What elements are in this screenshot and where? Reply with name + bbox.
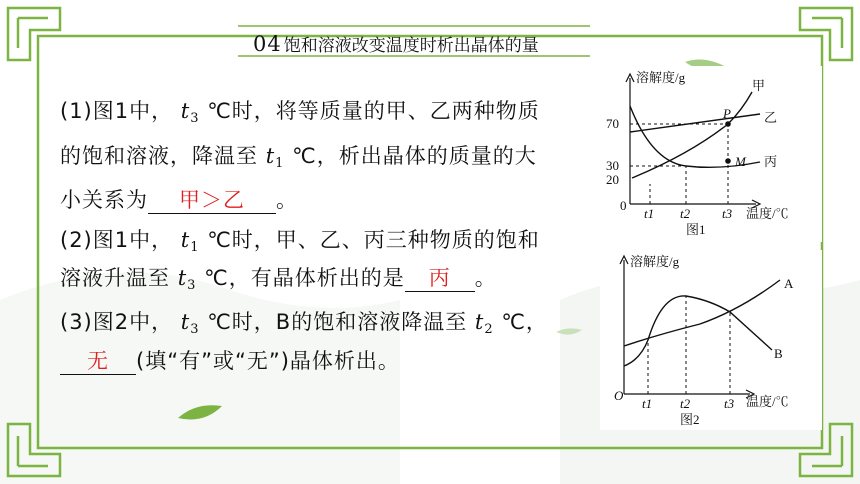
t3-symbol bbox=[180, 310, 200, 337]
fig1-label-jia: 甲 bbox=[752, 78, 766, 93]
t-letter: t bbox=[474, 310, 485, 334]
q1-answer-blank[interactable] bbox=[148, 189, 276, 214]
q1-line2 bbox=[60, 140, 537, 171]
fig2-label-a: A bbox=[784, 276, 794, 291]
fig1-point-m bbox=[725, 158, 731, 164]
q2-text-c: 溶液升温至 bbox=[60, 266, 170, 290]
q2-line2 bbox=[60, 262, 497, 293]
t-letter: t bbox=[177, 266, 188, 290]
section-title bbox=[253, 31, 539, 56]
t2-symbol bbox=[474, 310, 494, 337]
fig1-ylabel: 溶解度/g bbox=[636, 70, 686, 85]
fig2-xtick-t2: t2 bbox=[680, 396, 691, 411]
q3-line1 bbox=[60, 306, 548, 337]
fig2-origin: O bbox=[614, 388, 624, 403]
t-letter: t bbox=[180, 228, 191, 252]
q3-text-c: ℃， bbox=[501, 310, 548, 334]
fig1-label-m: M bbox=[735, 154, 746, 169]
t1-symbol bbox=[180, 228, 200, 255]
q2-text-d: ℃，有晶体析出的是 bbox=[204, 266, 405, 290]
fig2-ylabel: 溶解度/g bbox=[630, 254, 680, 269]
fig1-origin: 0 bbox=[620, 198, 627, 213]
section-title-text: 饱和溶液改变温度时析出晶体的量 bbox=[283, 36, 539, 56]
t-sub: 1 bbox=[275, 156, 285, 171]
q2-answer-blank[interactable] bbox=[405, 267, 475, 292]
q1-text-a: (1)图1中， bbox=[60, 99, 174, 123]
fig1-point-p bbox=[725, 121, 731, 127]
t-letter: t bbox=[180, 310, 191, 334]
t3-symbol bbox=[180, 99, 200, 126]
t-sub: 1 bbox=[190, 240, 200, 255]
q3-answer-blank[interactable] bbox=[60, 350, 136, 375]
fig2-label-b: B bbox=[774, 346, 783, 361]
fig1-label-bing: 丙 bbox=[764, 154, 778, 169]
q3-text-d: (填“有”或“无”)晶体析出。 bbox=[136, 349, 400, 373]
q3-line2 bbox=[60, 345, 400, 375]
q2-text-a: (2)图1中， bbox=[60, 228, 174, 252]
fig2-xtick-t3: t3 bbox=[724, 396, 735, 411]
t1-symbol bbox=[265, 144, 285, 171]
figure2-chart bbox=[600, 250, 822, 430]
fig1-xlabel: 温度/℃ bbox=[746, 206, 789, 221]
t-sub: 3 bbox=[187, 278, 197, 293]
section-number: 04 bbox=[253, 32, 282, 56]
q1-answer: 甲＞乙 bbox=[179, 188, 245, 212]
fig2-xtick-t1: t1 bbox=[642, 396, 653, 411]
q2-answer: 丙 bbox=[428, 266, 451, 290]
t-letter: t bbox=[265, 144, 276, 168]
q1-line3 bbox=[60, 184, 298, 214]
fig1-xtick-t2: t2 bbox=[680, 206, 691, 221]
fig1-ytick-70: 70 bbox=[606, 116, 619, 131]
fig1-ytick-30: 30 bbox=[606, 158, 619, 173]
q2-line1 bbox=[60, 224, 540, 255]
t3-symbol bbox=[177, 266, 197, 293]
q2-text-e: 。 bbox=[474, 266, 497, 290]
fig1-ytick-20: 20 bbox=[606, 172, 619, 187]
q3-text-a: (3)图2中， bbox=[60, 310, 174, 334]
q1-text-f: 。 bbox=[276, 188, 298, 212]
fig1-caption: 图1 bbox=[686, 222, 706, 237]
t-sub: 3 bbox=[190, 322, 200, 337]
q3-answer: 无 bbox=[87, 349, 109, 373]
q1-text-c: 的饱和溶液，降温至 bbox=[60, 144, 258, 168]
q1-text-e: 小关系为 bbox=[60, 188, 148, 212]
q1-text-d: ℃，析出晶体的质量的大 bbox=[292, 144, 537, 168]
t-letter: t bbox=[180, 99, 191, 123]
fig1-xtick-t1: t1 bbox=[644, 206, 655, 221]
t-sub: 3 bbox=[190, 111, 200, 126]
figure1-chart bbox=[600, 66, 822, 242]
q2-text-b: ℃时，甲、乙、丙三种物质的饱和 bbox=[207, 228, 540, 252]
fig2-caption: 图2 bbox=[680, 412, 700, 427]
fig1-label-yi: 乙 bbox=[764, 110, 778, 125]
q1-text-b: ℃时，将等质量的甲、乙两种物质 bbox=[207, 99, 540, 123]
fig1-label-p: P bbox=[723, 106, 731, 121]
q3-text-b: ℃时，B的饱和溶液降温至 bbox=[207, 310, 468, 334]
t-sub: 2 bbox=[484, 322, 494, 337]
fig2-xlabel: 温度/℃ bbox=[746, 394, 789, 409]
q1-line1 bbox=[60, 95, 540, 126]
fig1-xtick-t3: t3 bbox=[722, 206, 733, 221]
